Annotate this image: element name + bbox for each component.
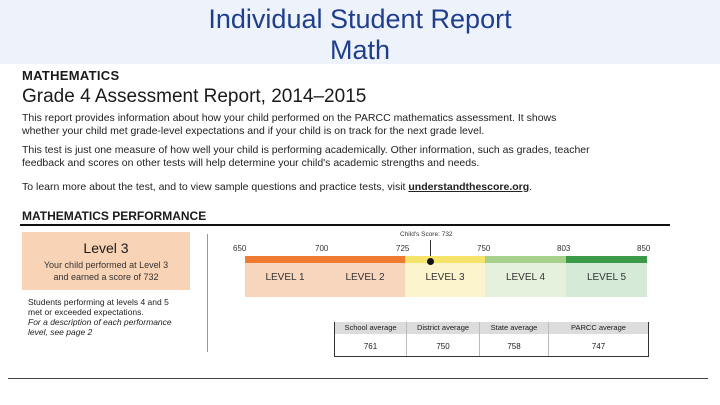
level-1-label: LEVEL 1 (265, 272, 305, 283)
note-line-1: Students performing at levels 4 and 5 (28, 297, 169, 307)
learn-more-end: . (529, 181, 533, 193)
level-description (22, 259, 190, 283)
average-column (549, 322, 648, 356)
level-desc-line-2: and earned a score of 732 (53, 272, 159, 282)
level-result-box (22, 232, 190, 290)
tick-label: 850 (637, 244, 651, 253)
note-line-3: For a description of each performance (28, 317, 172, 327)
level-title: Level 3 (83, 240, 129, 256)
averages-table (334, 322, 649, 357)
level-2-label: LEVEL 2 (345, 272, 385, 283)
level-4-segment (485, 256, 567, 297)
measure-paragraph (22, 144, 662, 170)
average-value: 747 (591, 342, 606, 351)
intro-line-1: This report provides information about how your child performed on the PARCC mathematics assessment. It shows (22, 112, 557, 124)
tick-label: 700 (315, 244, 329, 253)
average-value: 750 (436, 342, 450, 351)
learn-more-text: To learn more about the test, and to view sample questions and practice tests, visit (22, 181, 409, 193)
level-4-bar (485, 256, 566, 263)
average-value: 758 (507, 342, 521, 351)
average-header: State average (480, 322, 548, 334)
average-column (407, 322, 480, 356)
average-column (335, 322, 407, 356)
child-score-label: Child's Score: 732 (400, 231, 453, 238)
report-document (0, 64, 720, 405)
vertical-divider (207, 234, 208, 352)
slide-subtitle: Math (329, 35, 391, 65)
level-2-segment (325, 256, 406, 297)
measure-line-2: feedback and scores on other tests will help determine your child's academic strengths and needs. (22, 157, 480, 169)
tick-label: 650 (233, 244, 247, 253)
subject-heading: MATHEMATICS (22, 68, 120, 83)
slide-title: Individual Student Report (208, 4, 512, 34)
performance-note (28, 297, 198, 337)
learn-more-paragraph (22, 181, 662, 194)
level-1-segment (245, 256, 326, 297)
understandthescore-link[interactable]: understandthescore.org (408, 181, 530, 193)
tick-label: 725 (396, 244, 410, 253)
level-5-bar (566, 256, 647, 263)
average-column (480, 322, 549, 356)
performance-heading: MATHEMATICS PERFORMANCE (22, 209, 207, 223)
level-5-segment (566, 256, 647, 297)
level-1-bar (245, 256, 325, 263)
level-2-bar (325, 256, 405, 263)
level-3-bar (405, 256, 485, 263)
level-5-label: LEVEL 5 (586, 272, 627, 283)
child-score-marker (427, 258, 434, 265)
tick-label: 803 (557, 244, 571, 253)
level-3-segment (405, 256, 486, 297)
measure-line-1: This test is just one measure of how well your child is performing academically. Other information, such as grades, teacher (22, 144, 590, 156)
performance-scale (245, 256, 647, 297)
bottom-divider (8, 378, 708, 379)
average-header: District average (407, 322, 479, 334)
report-title: Grade 4 Assessment Report, 2014–2015 (22, 86, 367, 107)
tick-label: 750 (477, 244, 491, 253)
average-header: School average (335, 322, 406, 334)
level-4-label: LEVEL 4 (505, 272, 546, 283)
slide-banner (0, 0, 720, 64)
intro-paragraph (22, 112, 662, 138)
level-3-label: LEVEL 3 (425, 272, 465, 283)
section-divider (20, 224, 670, 226)
level-desc-line-1: Your child performed at Level 3 (43, 260, 169, 270)
intro-line-2: whether your child met grade-level expectations and if your child is on track for the next grade level. (22, 125, 485, 137)
average-header: PARCC average (549, 322, 648, 334)
note-line-4: level, see page 2 (28, 327, 93, 337)
average-value: 761 (363, 342, 378, 351)
note-line-2: met or exceeded expectations. (28, 307, 144, 317)
